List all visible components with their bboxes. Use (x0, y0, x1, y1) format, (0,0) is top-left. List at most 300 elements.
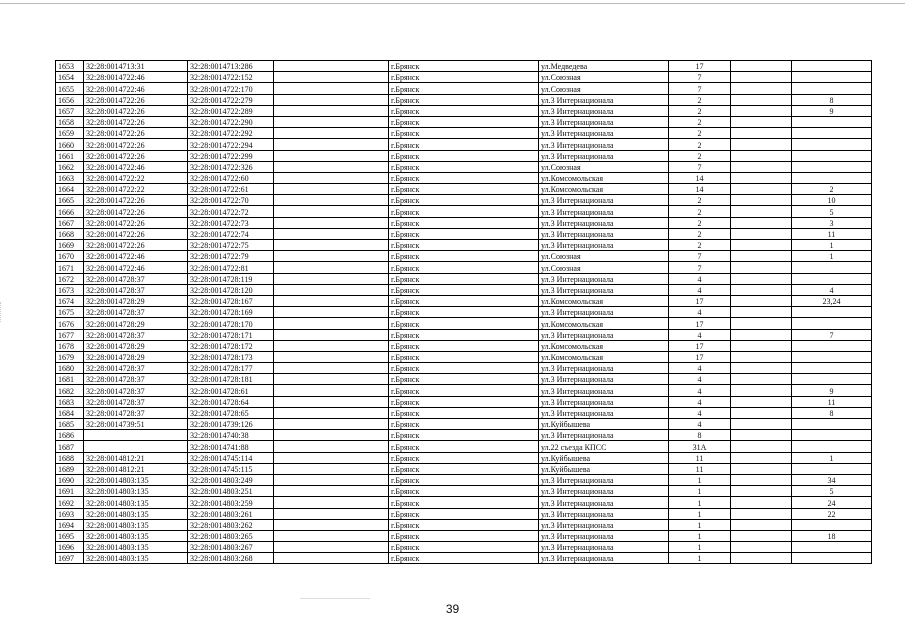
cell-blank (274, 474, 389, 485)
cell-blank2 (731, 61, 792, 72)
cell-num: 1666 (56, 206, 84, 217)
table-row (56, 519, 872, 530)
cell-object-cadastral: 32:28:0014803:262 (188, 519, 274, 530)
cell-blank (274, 441, 389, 452)
cell-house: 2 (669, 240, 731, 251)
cell-flat (792, 542, 872, 553)
cell-flat: 34 (792, 474, 872, 485)
cell-flat (792, 340, 872, 351)
cell-blank2 (731, 463, 792, 474)
cell-blank (274, 542, 389, 553)
cell-city: г.Брянск (389, 385, 539, 396)
cell-blank (274, 295, 389, 306)
table-row (56, 116, 872, 127)
cell-blank2 (731, 150, 792, 161)
cell-parcel-cadastral: 32:28:0014722:26 (84, 128, 188, 139)
cell-flat (792, 150, 872, 161)
cell-blank (274, 105, 389, 116)
cell-object-cadastral: 32:28:0014722:75 (188, 240, 274, 251)
cell-flat (792, 83, 872, 94)
cell-num: 1667 (56, 217, 84, 228)
cell-city: г.Брянск (389, 240, 539, 251)
cell-street: ул.3 Интернационала (539, 363, 669, 374)
cell-street: ул.3 Интернационала (539, 486, 669, 497)
cell-house: 2 (669, 195, 731, 206)
table-row (56, 128, 872, 139)
cell-num: 1681 (56, 374, 84, 385)
cell-city: г.Брянск (389, 329, 539, 340)
cell-city: г.Брянск (389, 486, 539, 497)
cell-house: 11 (669, 452, 731, 463)
cell-blank2 (731, 519, 792, 530)
cell-object-cadastral: 32:28:0014745:115 (188, 463, 274, 474)
cell-house: 2 (669, 228, 731, 239)
cell-street: ул.3 Интернационала (539, 116, 669, 127)
cell-blank (274, 486, 389, 497)
table-row (56, 251, 872, 262)
cell-street: ул.3 Интернационала (539, 150, 669, 161)
cell-parcel-cadastral: 32:28:0014728:37 (84, 374, 188, 385)
cell-city: г.Брянск (389, 295, 539, 306)
cell-city: г.Брянск (389, 441, 539, 452)
cell-city: г.Брянск (389, 139, 539, 150)
cell-street: ул.Медведева (539, 61, 669, 72)
cell-house: 2 (669, 139, 731, 150)
table-row (56, 452, 872, 463)
cell-object-cadastral: 32:28:0014803:251 (188, 486, 274, 497)
cell-num: 1680 (56, 363, 84, 374)
cell-house: 2 (669, 206, 731, 217)
cell-parcel-cadastral: 32:28:0014728:29 (84, 295, 188, 306)
cell-house: 7 (669, 72, 731, 83)
cell-blank (274, 128, 389, 139)
cell-street: ул.3 Интернационала (539, 519, 669, 530)
cell-city: г.Брянск (389, 474, 539, 485)
cell-object-cadastral: 32:28:0014722:79 (188, 251, 274, 262)
cell-parcel-cadastral: 32:28:0014728:37 (84, 273, 188, 284)
cell-flat (792, 463, 872, 474)
cell-city: г.Брянск (389, 419, 539, 430)
cell-house: 17 (669, 61, 731, 72)
cell-num: 1685 (56, 419, 84, 430)
table-row (56, 83, 872, 94)
cell-flat (792, 363, 872, 374)
cell-blank2 (731, 184, 792, 195)
cell-blank2 (731, 139, 792, 150)
cell-num: 1664 (56, 184, 84, 195)
cell-street: ул.Комсомольская (539, 340, 669, 351)
cell-house: 14 (669, 184, 731, 195)
cell-flat: 1 (792, 251, 872, 262)
table-row (56, 184, 872, 195)
cell-house: 4 (669, 374, 731, 385)
cell-blank2 (731, 430, 792, 441)
cell-flat: 9 (792, 105, 872, 116)
cell-parcel-cadastral: 32:28:0014739:51 (84, 419, 188, 430)
cell-street: ул.3 Интернационала (539, 329, 669, 340)
cell-blank2 (731, 497, 792, 508)
table-row (56, 340, 872, 351)
cell-blank (274, 553, 389, 564)
cell-street: ул.3 Интернационала (539, 497, 669, 508)
cell-blank2 (731, 228, 792, 239)
cell-house: 17 (669, 351, 731, 362)
cell-street: ул.Комсомольская (539, 184, 669, 195)
cell-city: г.Брянск (389, 508, 539, 519)
cell-flat (792, 307, 872, 318)
cell-flat: 18 (792, 530, 872, 541)
table-row (56, 329, 872, 340)
cell-parcel-cadastral: 32:28:0014722:26 (84, 94, 188, 105)
cell-street: ул.3 Интернационала (539, 195, 669, 206)
cell-object-cadastral: 32:28:0014722:74 (188, 228, 274, 239)
cell-street: ул.3 Интернационала (539, 94, 669, 105)
cell-parcel-cadastral: 32:28:0014722:26 (84, 195, 188, 206)
cell-flat (792, 430, 872, 441)
cell-blank (274, 374, 389, 385)
cell-street: ул.Куйбышева (539, 419, 669, 430)
cell-flat (792, 172, 872, 183)
cell-blank2 (731, 318, 792, 329)
cell-flat: 4 (792, 284, 872, 295)
cell-parcel-cadastral: 32:28:0014728:37 (84, 363, 188, 374)
table-row (56, 497, 872, 508)
cell-object-cadastral: 32:28:0014728:171 (188, 329, 274, 340)
cell-flat: 24 (792, 497, 872, 508)
cell-object-cadastral: 32:28:0014722:292 (188, 128, 274, 139)
cell-object-cadastral: 32:28:0014722:289 (188, 105, 274, 116)
cell-blank (274, 195, 389, 206)
cell-num: 1662 (56, 161, 84, 172)
table-row (56, 161, 872, 172)
cell-parcel-cadastral: 32:28:0014728:29 (84, 351, 188, 362)
cell-object-cadastral: 32:28:0014713:286 (188, 61, 274, 72)
cell-house: 11 (669, 463, 731, 474)
cell-house: 2 (669, 116, 731, 127)
cell-parcel-cadastral: 32:28:0014722:26 (84, 228, 188, 239)
cell-parcel-cadastral: 32:28:0014722:22 (84, 172, 188, 183)
table-row (56, 530, 872, 541)
cell-street: ул.3 Интернационала (539, 396, 669, 407)
table-row (56, 72, 872, 83)
cell-object-cadastral: 32:28:0014803:268 (188, 553, 274, 564)
cell-blank2 (731, 508, 792, 519)
cell-street: ул.Союзная (539, 161, 669, 172)
cell-flat: 11 (792, 396, 872, 407)
cell-blank2 (731, 530, 792, 541)
cell-parcel-cadastral: 32:28:0014722:46 (84, 251, 188, 262)
cell-object-cadastral: 32:28:0014722:73 (188, 217, 274, 228)
cell-street: ул.3 Интернационала (539, 407, 669, 418)
cell-street: ул.3 Интернационала (539, 374, 669, 385)
cell-house: 2 (669, 217, 731, 228)
cell-street: ул.3 Интернационала (539, 530, 669, 541)
scan-edge-mark (0, 302, 15, 322)
cell-num: 1692 (56, 497, 84, 508)
cell-num: 1677 (56, 329, 84, 340)
cell-street: ул.Комсомольская (539, 295, 669, 306)
cell-flat (792, 273, 872, 284)
cell-house: 1 (669, 530, 731, 541)
cell-house: 8 (669, 430, 731, 441)
cell-house: 1 (669, 486, 731, 497)
cell-flat (792, 374, 872, 385)
table-row (56, 94, 872, 105)
register-body (56, 61, 872, 564)
cell-blank (274, 251, 389, 262)
cell-flat: 11 (792, 228, 872, 239)
table-row (56, 195, 872, 206)
table-row (56, 396, 872, 407)
cell-object-cadastral: 32:28:0014722:61 (188, 184, 274, 195)
cell-blank2 (731, 273, 792, 284)
table-row (56, 228, 872, 239)
cell-object-cadastral: 32:28:0014722:299 (188, 150, 274, 161)
cell-blank2 (731, 441, 792, 452)
cell-blank (274, 228, 389, 239)
table-row (56, 486, 872, 497)
cell-house: 17 (669, 318, 731, 329)
table-row (56, 553, 872, 564)
cell-object-cadastral: 32:28:0014728:120 (188, 284, 274, 295)
cell-street: ул.3 Интернационала (539, 385, 669, 396)
table-row (56, 474, 872, 485)
cell-house: 4 (669, 396, 731, 407)
cell-blank (274, 217, 389, 228)
table-row (56, 206, 872, 217)
cell-object-cadastral: 32:28:0014722:170 (188, 83, 274, 94)
scan-bottom-mark (300, 598, 370, 599)
cell-parcel-cadastral: 32:28:0014728:37 (84, 329, 188, 340)
cell-city: г.Брянск (389, 463, 539, 474)
cell-parcel-cadastral: 32:28:0014722:26 (84, 240, 188, 251)
cell-house: 17 (669, 340, 731, 351)
cell-blank (274, 463, 389, 474)
cell-flat (792, 61, 872, 72)
cell-num: 1682 (56, 385, 84, 396)
cell-num: 1653 (56, 61, 84, 72)
cell-blank (274, 363, 389, 374)
cell-house: 1 (669, 519, 731, 530)
cell-parcel-cadastral: 32:28:0014803:135 (84, 508, 188, 519)
cell-blank (274, 452, 389, 463)
cell-blank (274, 262, 389, 273)
cell-object-cadastral: 32:28:0014722:81 (188, 262, 274, 273)
cell-city: г.Брянск (389, 228, 539, 239)
cell-blank (274, 116, 389, 127)
cell-blank2 (731, 83, 792, 94)
cell-blank (274, 83, 389, 94)
cell-blank (274, 273, 389, 284)
cell-house: 2 (669, 150, 731, 161)
table-row (56, 407, 872, 418)
cell-parcel-cadastral: 32:28:0014728:29 (84, 318, 188, 329)
cell-city: г.Брянск (389, 530, 539, 541)
cell-blank (274, 240, 389, 251)
cell-blank2 (731, 351, 792, 362)
cell-city: г.Брянск (389, 128, 539, 139)
cell-street: ул.3 Интернационала (539, 217, 669, 228)
cell-parcel-cadastral: 32:28:0014728:37 (84, 307, 188, 318)
cell-blank (274, 172, 389, 183)
cell-blank2 (731, 172, 792, 183)
cell-blank2 (731, 385, 792, 396)
cell-flat: 8 (792, 94, 872, 105)
cell-flat (792, 72, 872, 83)
cell-city: г.Брянск (389, 262, 539, 273)
cell-blank2 (731, 396, 792, 407)
cell-object-cadastral: 32:28:0014803:265 (188, 530, 274, 541)
cell-object-cadastral: 32:28:0014803:259 (188, 497, 274, 508)
table-row (56, 295, 872, 306)
cell-flat (792, 139, 872, 150)
cell-object-cadastral: 32:28:0014741:88 (188, 441, 274, 452)
cell-city: г.Брянск (389, 206, 539, 217)
cell-num: 1674 (56, 295, 84, 306)
cell-street: ул.3 Интернационала (539, 206, 669, 217)
cell-parcel-cadastral: 32:28:0014803:135 (84, 553, 188, 564)
cell-parcel-cadastral: 32:28:0014728:37 (84, 385, 188, 396)
cell-house: 7 (669, 161, 731, 172)
cell-num: 1665 (56, 195, 84, 206)
cell-house: 31А (669, 441, 731, 452)
cell-blank2 (731, 128, 792, 139)
cell-object-cadastral: 32:28:0014728:65 (188, 407, 274, 418)
cell-object-cadastral: 32:28:0014722:60 (188, 172, 274, 183)
cell-flat: 1 (792, 240, 872, 251)
cell-object-cadastral: 32:28:0014728:169 (188, 307, 274, 318)
register-table (55, 60, 872, 564)
cell-num: 1663 (56, 172, 84, 183)
cell-blank (274, 184, 389, 195)
cell-parcel-cadastral: 32:28:0014722:22 (84, 184, 188, 195)
cell-num: 1655 (56, 83, 84, 94)
table-row (56, 284, 872, 295)
cell-city: г.Брянск (389, 251, 539, 262)
cell-flat: 7 (792, 329, 872, 340)
cell-object-cadastral: 32:28:0014728:64 (188, 396, 274, 407)
cell-flat: 3 (792, 217, 872, 228)
cell-parcel-cadastral: 32:28:0014812:21 (84, 452, 188, 463)
cell-blank (274, 385, 389, 396)
cell-flat (792, 553, 872, 564)
cell-blank (274, 530, 389, 541)
cell-num: 1684 (56, 407, 84, 418)
cell-city: г.Брянск (389, 340, 539, 351)
cell-flat (792, 161, 872, 172)
cell-street: ул.3 Интернационала (539, 430, 669, 441)
cell-num: 1693 (56, 508, 84, 519)
cell-num: 1675 (56, 307, 84, 318)
cell-blank (274, 351, 389, 362)
cell-flat: 2 (792, 184, 872, 195)
cell-city: г.Брянск (389, 184, 539, 195)
cell-flat: 5 (792, 206, 872, 217)
cell-house: 2 (669, 105, 731, 116)
cell-num: 1660 (56, 139, 84, 150)
cell-parcel-cadastral: 32:28:0014728:37 (84, 396, 188, 407)
cell-blank (274, 430, 389, 441)
cell-blank (274, 340, 389, 351)
table-row (56, 419, 872, 430)
cell-blank2 (731, 251, 792, 262)
cell-blank2 (731, 374, 792, 385)
table-row (56, 273, 872, 284)
cell-house: 4 (669, 385, 731, 396)
cell-house: 4 (669, 284, 731, 295)
cell-blank2 (731, 206, 792, 217)
cell-object-cadastral: 32:28:0014728:61 (188, 385, 274, 396)
cell-blank2 (731, 262, 792, 273)
cell-parcel-cadastral: 32:28:0014803:135 (84, 474, 188, 485)
cell-parcel-cadastral: 32:28:0014803:135 (84, 519, 188, 530)
table-row (56, 463, 872, 474)
cell-object-cadastral: 32:28:0014739:126 (188, 419, 274, 430)
cell-object-cadastral: 32:28:0014728:170 (188, 318, 274, 329)
cell-object-cadastral: 32:28:0014728:172 (188, 340, 274, 351)
cell-parcel-cadastral: 32:28:0014722:26 (84, 217, 188, 228)
cell-parcel-cadastral: 32:28:0014722:26 (84, 139, 188, 150)
cell-blank2 (731, 161, 792, 172)
cell-num: 1697 (56, 553, 84, 564)
page-number: 39 (445, 602, 460, 616)
cell-num: 1687 (56, 441, 84, 452)
cell-parcel-cadastral: 32:28:0014722:46 (84, 83, 188, 94)
cell-num: 1657 (56, 105, 84, 116)
cell-street: ул.22 съезда КПСС (539, 441, 669, 452)
cell-house: 2 (669, 94, 731, 105)
cell-object-cadastral: 32:28:0014803:267 (188, 542, 274, 553)
cell-flat (792, 116, 872, 127)
cell-flat: 22 (792, 508, 872, 519)
cell-street: ул.3 Интернационала (539, 508, 669, 519)
cell-street: ул.Куйбышева (539, 452, 669, 463)
cell-num: 1683 (56, 396, 84, 407)
cell-flat: 8 (792, 407, 872, 418)
cell-parcel-cadastral: 32:28:0014803:135 (84, 497, 188, 508)
cell-parcel-cadastral: 32:28:0014722:46 (84, 72, 188, 83)
cell-blank (274, 150, 389, 161)
cell-city: г.Брянск (389, 116, 539, 127)
cell-blank2 (731, 419, 792, 430)
cell-blank2 (731, 94, 792, 105)
cell-house: 4 (669, 329, 731, 340)
cell-flat (792, 351, 872, 362)
cell-num: 1668 (56, 228, 84, 239)
cell-house: 14 (669, 172, 731, 183)
table-row (56, 318, 872, 329)
cell-city: г.Брянск (389, 374, 539, 385)
cell-street: ул.3 Интернационала (539, 553, 669, 564)
cell-blank (274, 161, 389, 172)
cell-house: 4 (669, 407, 731, 418)
cell-blank2 (731, 307, 792, 318)
cell-house: 17 (669, 295, 731, 306)
cell-flat (792, 519, 872, 530)
cell-street: ул.Союзная (539, 83, 669, 94)
cell-object-cadastral: 32:28:0014728:167 (188, 295, 274, 306)
cell-num: 1689 (56, 463, 84, 474)
cell-city: г.Брянск (389, 452, 539, 463)
cell-flat: 23,24 (792, 295, 872, 306)
cell-flat (792, 318, 872, 329)
cell-num: 1661 (56, 150, 84, 161)
table-row (56, 374, 872, 385)
cell-city: г.Брянск (389, 430, 539, 441)
cell-street: ул.3 Интернационала (539, 542, 669, 553)
cell-num: 1656 (56, 94, 84, 105)
cell-num: 1672 (56, 273, 84, 284)
